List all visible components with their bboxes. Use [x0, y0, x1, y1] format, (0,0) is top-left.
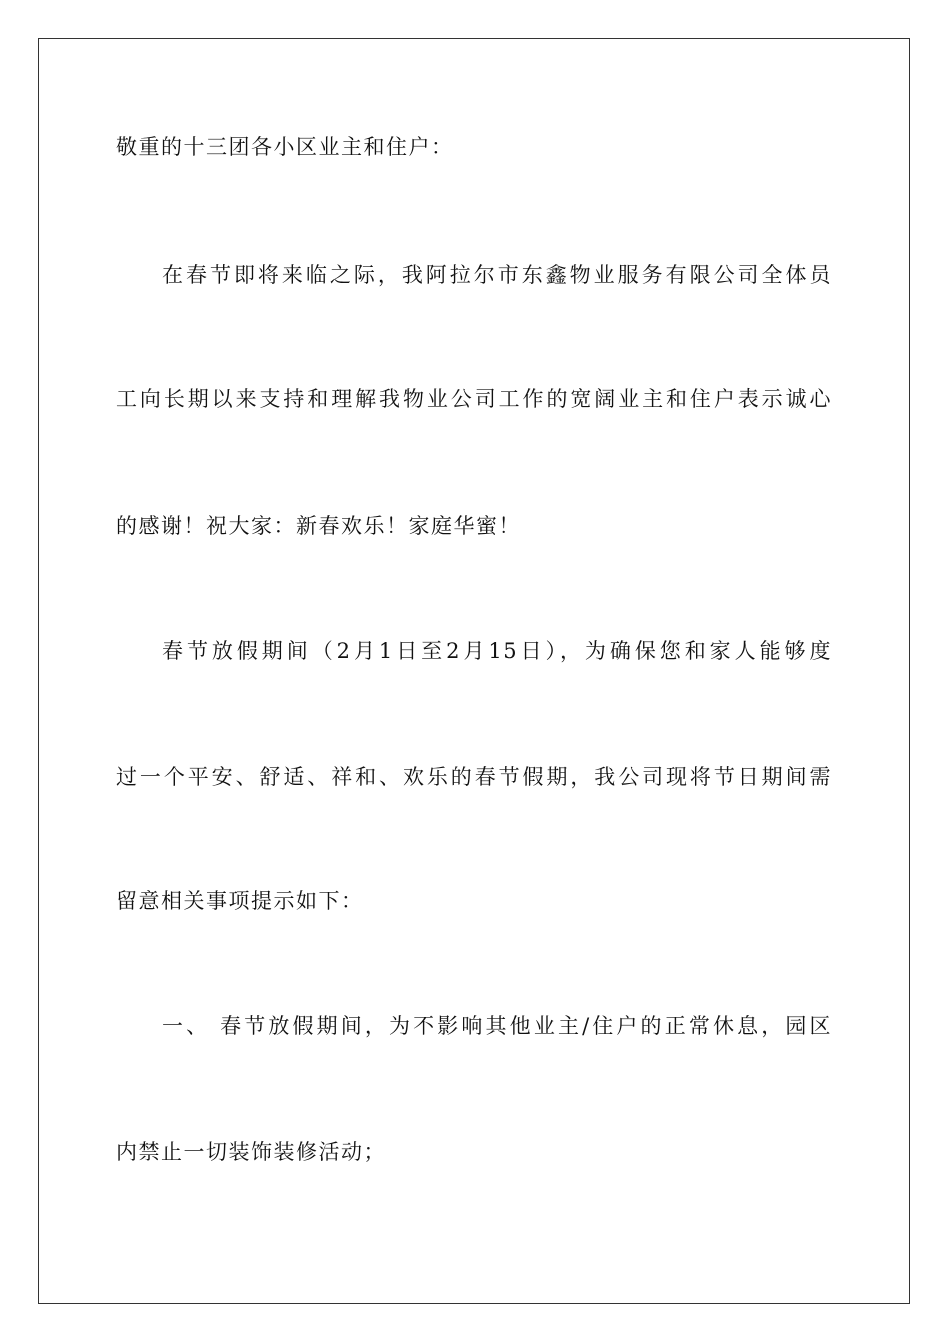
page-border — [38, 38, 910, 1304]
list-item-line: 内禁止一切装饰装修活动； — [116, 1140, 386, 1164]
salutation: 敬重的十三团各小区业主和住户： — [116, 135, 454, 159]
paragraph-line: 春节放假期间（2月1日至2月15日），为确保您和家人能够度 — [162, 639, 832, 663]
paragraph-line: 工向长期以来支持和理解我物业公司工作的宽阔业主和住户表示诚心 — [116, 387, 832, 411]
paragraph-line: 在春节即将来临之际，我阿拉尔市东鑫物业服务有限公司全体员 — [162, 263, 832, 287]
paragraph-line: 的感谢！祝大家：新春欢乐！家庭华蜜！ — [116, 514, 521, 538]
paragraph-line: 留意相关事项提示如下： — [116, 889, 364, 913]
list-item-line: 一、 春节放假期间，为不影响其他业主/住户的正常休息，园区 — [162, 1014, 832, 1038]
paragraph-line: 过一个平安、舒适、祥和、欢乐的春节假期，我公司现将节日期间需 — [116, 765, 832, 789]
